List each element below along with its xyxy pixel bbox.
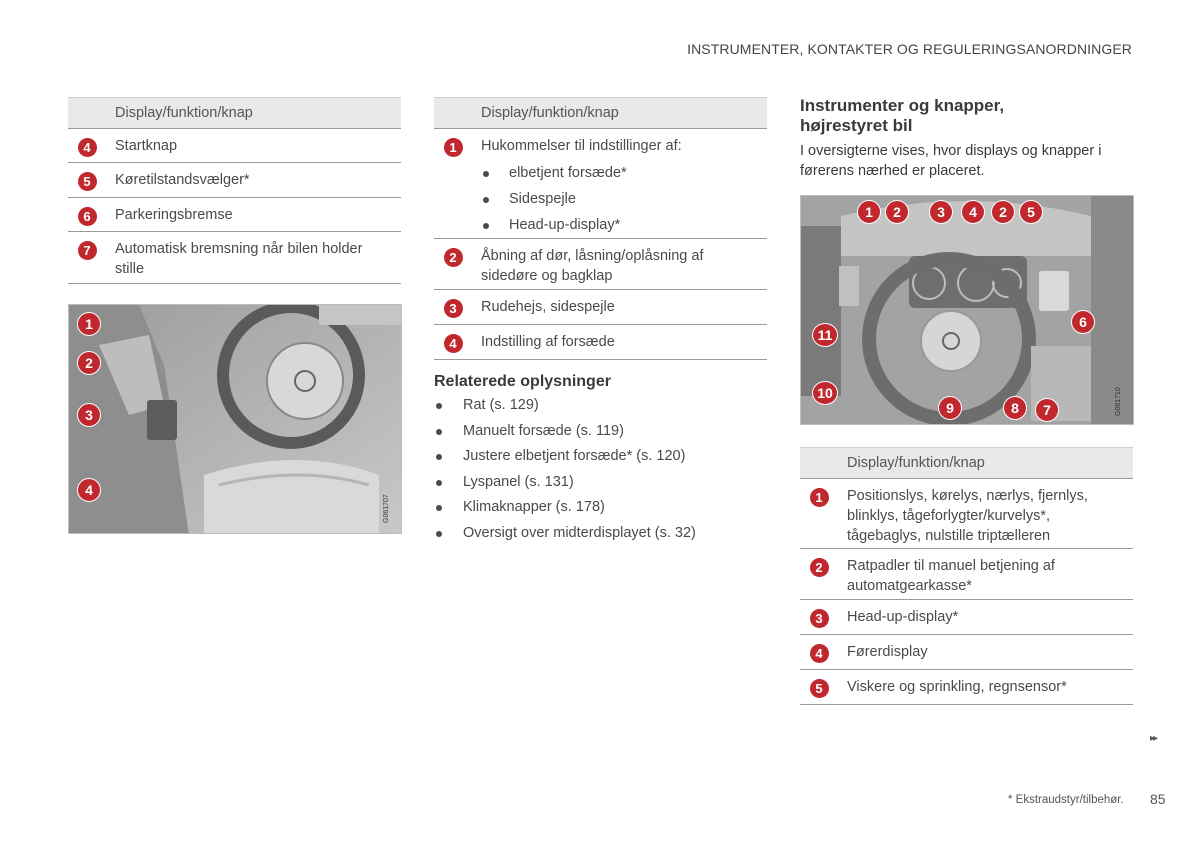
related-link[interactable]: Klimaknapper (s. 178) [434,495,696,521]
number-badge: 5 [810,679,829,698]
table-row [800,479,1133,549]
callout-4: 4 [961,200,985,224]
callout-1: 1 [77,312,101,336]
continue-arrows: ▸▸ [1150,733,1157,744]
row-text: Ratpadler til manuel betjening af automatgearkasse* [847,558,1055,594]
row-text: Hukommelser til indstillinger af: [481,138,682,154]
row-text: Automatisk bremsning når bilen holder stille [115,241,363,277]
table-row [800,600,1133,635]
table-header [800,447,1133,479]
table-left [68,97,401,284]
number-badge: 4 [78,138,97,157]
row-text: Indstilling af forsæde [481,334,615,350]
sub-list-item: Sidespejle [481,186,757,212]
row-text: Køretilstandsvælger* [115,172,250,188]
row-text: Startknap [115,138,178,154]
callout-2: 2 [885,200,909,224]
callout-3: 3 [77,403,101,427]
number-badge: 2 [444,248,463,267]
row-text: Åbning af dør, låsning/oplåsning af sidedøre og bagklap [481,248,704,284]
table-row [800,635,1133,670]
related-link[interactable]: Justere elbetjent forsæde* (s. 120) [434,444,696,470]
number-badge: 4 [810,644,829,663]
number-badge: 3 [810,609,829,628]
table-middle [434,97,767,360]
section-title-line: Instrumenter og knapper, [800,96,1005,115]
number-badge: 1 [810,488,829,507]
related-heading: Relaterede oplysninger [434,373,611,390]
row-text: Førerdisplay [847,644,928,660]
table-header [434,97,767,129]
section-title [800,96,1100,136]
related-link[interactable]: Lyspanel (s. 131) [434,470,696,496]
number-badge: 1 [444,138,463,157]
table-row [434,290,767,325]
table-header-label: Display/funktion/knap [472,98,767,128]
section-title-line: højrestyret bil [800,116,913,135]
table-right [800,447,1133,705]
page-number: 85 [1150,791,1166,807]
table-row [68,163,401,198]
table-row [68,232,401,284]
callout-9: 9 [938,396,962,420]
table-row [68,129,401,163]
number-badge: 2 [810,558,829,577]
page-header: INSTRUMENTER, KONTAKTER OG REGULERINGSANORDNINGER [687,41,1132,57]
dashboard-illustration [800,195,1134,425]
row-text: Positionslys, kørelys, nærlys, fjernlys, blinklys, tågeforlygter/kurvelys*, tågebaglys, nulstille triptælleren [847,488,1088,544]
image-code: G061710 [1115,387,1122,416]
number-badge: 5 [78,172,97,191]
callout-11: 11 [812,323,838,347]
sub-list [481,160,757,238]
table-row [434,239,767,290]
row-text: Viskere og sprinkling, regnsensor* [847,679,1067,695]
table-row [434,129,767,239]
callout-10: 10 [812,381,838,405]
car-interior-drawing [69,305,402,534]
table-header-label: Display/funktion/knap [106,98,401,128]
related-link[interactable]: Manuelt forsæde (s. 119) [434,419,696,445]
image-code: G061707 [383,494,390,523]
callout-5: 5 [1019,200,1043,224]
footnote: * Ekstraudstyr/tilbehør. [1008,794,1124,806]
related-link[interactable]: Rat (s. 129) [434,393,696,419]
row-text: Parkeringsbremse [115,207,233,223]
callout-4: 4 [77,478,101,502]
sub-list-item: Head-up-display* [481,212,757,238]
table-row [68,198,401,232]
number-badge: 4 [444,334,463,353]
row-text: Head-up-display* [847,609,959,625]
callout-2: 2 [77,351,101,375]
callout-1: 1 [857,200,881,224]
row-text: Rudehejs, sidespejle [481,299,615,315]
callout-2: 2 [991,200,1015,224]
number-badge: 7 [78,241,97,260]
number-badge: 6 [78,207,97,226]
table-row [434,325,767,360]
table-row [800,670,1133,705]
callout-6: 6 [1071,310,1095,334]
callout-8: 8 [1003,396,1027,420]
callout-7: 7 [1035,398,1059,422]
door-panel-illustration [68,304,402,534]
sub-list-item: elbetjent forsæde* [481,160,757,186]
table-header-label: Display/funktion/knap [838,448,1133,478]
related-list [434,393,696,547]
table-header [68,97,401,129]
number-badge: 3 [444,299,463,318]
section-intro: I oversigterne vises, hvor displays og knapper i førerens nærhed er placeret. [800,143,1102,179]
callout-3: 3 [929,200,953,224]
table-row [800,549,1133,600]
related-link[interactable]: Oversigt over midterdisplayet (s. 32) [434,521,696,547]
